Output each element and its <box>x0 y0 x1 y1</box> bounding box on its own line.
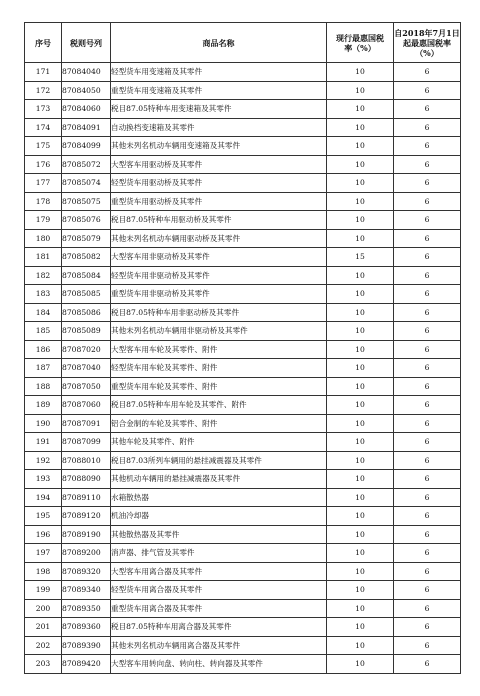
cell-new-rate: 6 <box>394 636 461 655</box>
table-row <box>25 192 461 211</box>
cell-new-rate: 6 <box>394 618 461 637</box>
cell-tariff-code: 87085074 <box>62 174 111 193</box>
cell-product-name: 轻型货车用车轮及其零件、附件 <box>111 359 327 378</box>
cell-product-name: 税目87.05特种车用离合器及其零件 <box>111 618 327 637</box>
header-current-rate <box>327 23 394 63</box>
cell-tariff-code: 87087050 <box>62 377 111 396</box>
cell-tariff-code: 87089200 <box>62 544 111 563</box>
cell-current-rate: 10 <box>327 618 394 637</box>
cell-current-rate: 10 <box>327 322 394 341</box>
cell-tariff-code: 87085076 <box>62 211 111 230</box>
cell-current-rate: 10 <box>327 377 394 396</box>
cell-new-rate: 6 <box>394 81 461 100</box>
cell-new-rate: 6 <box>394 63 461 82</box>
cell-current-rate: 10 <box>327 174 394 193</box>
cell-product-name: 重型货车用车轮及其零件、附件 <box>111 377 327 396</box>
cell-new-rate: 6 <box>394 285 461 304</box>
cell-current-rate: 10 <box>327 63 394 82</box>
cell-current-rate: 10 <box>327 266 394 285</box>
cell-tariff-code: 87087091 <box>62 414 111 433</box>
cell-tariff-code: 87085085 <box>62 285 111 304</box>
table-row <box>25 285 461 304</box>
cell-tariff-code: 87085089 <box>62 322 111 341</box>
table-row <box>25 581 461 600</box>
cell-tariff-code: 87087060 <box>62 396 111 415</box>
cell-new-rate: 6 <box>394 192 461 211</box>
cell-seq: 200 <box>25 599 62 618</box>
table-body <box>25 63 461 674</box>
table-row <box>25 266 461 285</box>
cell-new-rate: 6 <box>394 174 461 193</box>
table-row <box>25 396 461 415</box>
cell-new-rate: 6 <box>394 359 461 378</box>
table-row <box>25 414 461 433</box>
cell-seq: 190 <box>25 414 62 433</box>
header-name: 商品名称 <box>111 23 327 63</box>
cell-product-name: 其他车轮及其零件、附件 <box>111 433 327 452</box>
cell-current-rate: 10 <box>327 636 394 655</box>
header-new-rate-line-1: 自2018年7月1日 <box>394 27 460 38</box>
cell-current-rate: 10 <box>327 655 394 674</box>
cell-product-name: 税目87.05特种车用车轮及其零件、附件 <box>111 396 327 415</box>
cell-product-name: 重型货车用离合器及其零件 <box>111 599 327 618</box>
cell-product-name: 机油冷却器 <box>111 507 327 526</box>
cell-tariff-code: 87087040 <box>62 359 111 378</box>
cell-new-rate: 6 <box>394 655 461 674</box>
cell-tariff-code: 87084060 <box>62 100 111 119</box>
table-row <box>25 211 461 230</box>
cell-seq: 203 <box>25 655 62 674</box>
cell-product-name: 轻型货车用驱动桥及其零件 <box>111 174 327 193</box>
cell-tariff-code: 87087099 <box>62 433 111 452</box>
table-row <box>25 599 461 618</box>
cell-seq: 187 <box>25 359 62 378</box>
cell-product-name: 税目87.05特种车用变速箱及其零件 <box>111 100 327 119</box>
cell-seq: 178 <box>25 192 62 211</box>
cell-new-rate: 6 <box>394 562 461 581</box>
cell-product-name: 其他未列名机动车辆用离合器及其零件 <box>111 636 327 655</box>
cell-new-rate: 6 <box>394 525 461 544</box>
cell-seq: 179 <box>25 211 62 230</box>
cell-tariff-code: 87084040 <box>62 63 111 82</box>
cell-new-rate: 6 <box>394 488 461 507</box>
cell-new-rate: 6 <box>394 118 461 137</box>
table-row <box>25 525 461 544</box>
table-row <box>25 636 461 655</box>
cell-product-name: 其他未列名机动车辆用变速箱及其零件 <box>111 137 327 156</box>
cell-new-rate: 6 <box>394 433 461 452</box>
cell-tariff-code: 87089320 <box>62 562 111 581</box>
cell-current-rate: 10 <box>327 340 394 359</box>
cell-seq: 173 <box>25 100 62 119</box>
header-current-rate-line-2: 率（%） <box>344 42 376 53</box>
table-row <box>25 618 461 637</box>
cell-seq: 177 <box>25 174 62 193</box>
cell-tariff-code: 87084050 <box>62 81 111 100</box>
cell-tariff-code: 87089420 <box>62 655 111 674</box>
cell-product-name: 轻型货车用变速箱及其零件 <box>111 63 327 82</box>
cell-tariff-code: 87088010 <box>62 451 111 470</box>
cell-current-rate: 10 <box>327 100 394 119</box>
header-new-rate <box>394 23 461 63</box>
header-row <box>25 23 461 63</box>
cell-new-rate: 6 <box>394 414 461 433</box>
cell-new-rate: 6 <box>394 451 461 470</box>
cell-tariff-code: 87088090 <box>62 470 111 489</box>
cell-current-rate: 10 <box>327 581 394 600</box>
header-new-rate-line-3: （%） <box>415 47 439 58</box>
table-row <box>25 137 461 156</box>
table-row <box>25 100 461 119</box>
cell-current-rate: 10 <box>327 507 394 526</box>
cell-new-rate: 6 <box>394 599 461 618</box>
header-new-rate-line-2: 起最惠国税率 <box>403 37 451 48</box>
cell-tariff-code: 87089110 <box>62 488 111 507</box>
cell-new-rate: 6 <box>394 303 461 322</box>
cell-seq: 191 <box>25 433 62 452</box>
cell-current-rate: 10 <box>327 525 394 544</box>
table-row <box>25 174 461 193</box>
cell-tariff-code: 87089350 <box>62 599 111 618</box>
table-row <box>25 340 461 359</box>
cell-tariff-code: 87085075 <box>62 192 111 211</box>
table-row <box>25 359 461 378</box>
cell-seq: 186 <box>25 340 62 359</box>
table-row <box>25 433 461 452</box>
table-row <box>25 229 461 248</box>
cell-current-rate: 10 <box>327 229 394 248</box>
cell-product-name: 大型客车用车轮及其零件、附件 <box>111 340 327 359</box>
cell-seq: 192 <box>25 451 62 470</box>
cell-product-name: 水箱散热器 <box>111 488 327 507</box>
header-current-rate-line-1: 现行最惠国税 <box>336 32 384 43</box>
cell-product-name: 税目87.05特种车用非驱动桥及其零件 <box>111 303 327 322</box>
cell-product-name: 自动换档变速箱及其零件 <box>111 118 327 137</box>
cell-current-rate: 10 <box>327 433 394 452</box>
cell-seq: 188 <box>25 377 62 396</box>
cell-seq: 183 <box>25 285 62 304</box>
cell-new-rate: 6 <box>394 248 461 267</box>
cell-seq: 198 <box>25 562 62 581</box>
cell-product-name: 大型客车用驱动桥及其零件 <box>111 155 327 174</box>
cell-tariff-code: 87089120 <box>62 507 111 526</box>
table-row <box>25 470 461 489</box>
table-row <box>25 248 461 267</box>
cell-seq: 175 <box>25 137 62 156</box>
cell-current-rate: 10 <box>327 303 394 322</box>
cell-seq: 201 <box>25 618 62 637</box>
cell-tariff-code: 87087020 <box>62 340 111 359</box>
cell-seq: 180 <box>25 229 62 248</box>
table-row <box>25 118 461 137</box>
cell-seq: 181 <box>25 248 62 267</box>
cell-seq: 202 <box>25 636 62 655</box>
cell-new-rate: 6 <box>394 322 461 341</box>
cell-tariff-code: 87085086 <box>62 303 111 322</box>
cell-product-name: 轻型货车用非驱动桥及其零件 <box>111 266 327 285</box>
cell-tariff-code: 87089190 <box>62 525 111 544</box>
cell-product-name: 大型客车用转向盘、转向柱、转向器及其零件 <box>111 655 327 674</box>
tariff-table <box>24 22 461 674</box>
header-code: 税则号列 <box>62 23 111 63</box>
cell-product-name: 大型客车用离合器及其零件 <box>111 562 327 581</box>
table-row <box>25 562 461 581</box>
cell-current-rate: 10 <box>327 451 394 470</box>
cell-seq: 174 <box>25 118 62 137</box>
cell-seq: 184 <box>25 303 62 322</box>
cell-tariff-code: 87085084 <box>62 266 111 285</box>
cell-tariff-code: 87089340 <box>62 581 111 600</box>
cell-new-rate: 6 <box>394 340 461 359</box>
cell-current-rate: 10 <box>327 599 394 618</box>
cell-product-name: 其他未列名机动车辆用非驱动桥及其零件 <box>111 322 327 341</box>
cell-new-rate: 6 <box>394 581 461 600</box>
cell-tariff-code: 87085072 <box>62 155 111 174</box>
cell-current-rate: 10 <box>327 211 394 230</box>
cell-seq: 171 <box>25 63 62 82</box>
cell-seq: 182 <box>25 266 62 285</box>
cell-tariff-code: 87089390 <box>62 636 111 655</box>
cell-current-rate: 10 <box>327 81 394 100</box>
cell-product-name: 税目87.03所列车辆用的悬挂减震器及其零件 <box>111 451 327 470</box>
table-row <box>25 377 461 396</box>
cell-seq: 185 <box>25 322 62 341</box>
header-seq: 序号 <box>25 23 62 63</box>
table-row <box>25 488 461 507</box>
cell-product-name: 消声器、排气管及其零件 <box>111 544 327 563</box>
cell-seq: 189 <box>25 396 62 415</box>
cell-product-name: 重型货车用非驱动桥及其零件 <box>111 285 327 304</box>
cell-seq: 194 <box>25 488 62 507</box>
cell-new-rate: 6 <box>394 396 461 415</box>
cell-new-rate: 6 <box>394 155 461 174</box>
cell-product-name: 其他未列名机动车辆用驱动桥及其零件 <box>111 229 327 248</box>
cell-tariff-code: 87084099 <box>62 137 111 156</box>
cell-current-rate: 10 <box>327 470 394 489</box>
cell-new-rate: 6 <box>394 229 461 248</box>
cell-tariff-code: 87089360 <box>62 618 111 637</box>
table-row <box>25 81 461 100</box>
cell-product-name: 税目87.05特种车用驱动桥及其零件 <box>111 211 327 230</box>
cell-current-rate: 10 <box>327 488 394 507</box>
cell-current-rate: 10 <box>327 562 394 581</box>
cell-product-name: 重型货车用变速箱及其零件 <box>111 81 327 100</box>
cell-new-rate: 6 <box>394 470 461 489</box>
cell-current-rate: 10 <box>327 414 394 433</box>
table-row <box>25 451 461 470</box>
cell-seq: 176 <box>25 155 62 174</box>
cell-current-rate: 10 <box>327 396 394 415</box>
cell-new-rate: 6 <box>394 100 461 119</box>
cell-seq: 195 <box>25 507 62 526</box>
cell-new-rate: 6 <box>394 266 461 285</box>
table-row <box>25 655 461 674</box>
cell-current-rate: 10 <box>327 155 394 174</box>
cell-new-rate: 6 <box>394 377 461 396</box>
cell-product-name: 其他机动车辆用的悬挂减震器及其零件 <box>111 470 327 489</box>
cell-current-rate: 10 <box>327 359 394 378</box>
cell-tariff-code: 87085082 <box>62 248 111 267</box>
cell-current-rate: 15 <box>327 248 394 267</box>
cell-tariff-code: 87084091 <box>62 118 111 137</box>
cell-seq: 172 <box>25 81 62 100</box>
cell-seq: 193 <box>25 470 62 489</box>
cell-product-name: 重型货车用驱动桥及其零件 <box>111 192 327 211</box>
cell-seq: 196 <box>25 525 62 544</box>
cell-current-rate: 10 <box>327 137 394 156</box>
cell-seq: 199 <box>25 581 62 600</box>
cell-new-rate: 6 <box>394 137 461 156</box>
cell-current-rate: 10 <box>327 118 394 137</box>
cell-product-name: 铝合金制的车轮及其零件、附件 <box>111 414 327 433</box>
cell-new-rate: 6 <box>394 211 461 230</box>
cell-current-rate: 10 <box>327 192 394 211</box>
table-row <box>25 507 461 526</box>
cell-seq: 197 <box>25 544 62 563</box>
cell-tariff-code: 87085079 <box>62 229 111 248</box>
table-row <box>25 155 461 174</box>
cell-new-rate: 6 <box>394 544 461 563</box>
table-row <box>25 63 461 82</box>
cell-new-rate: 6 <box>394 507 461 526</box>
table-row <box>25 303 461 322</box>
cell-product-name: 轻型货车用离合器及其零件 <box>111 581 327 600</box>
table-row <box>25 322 461 341</box>
table-header <box>25 23 461 63</box>
cell-current-rate: 10 <box>327 544 394 563</box>
cell-product-name: 其他散热器及其零件 <box>111 525 327 544</box>
table-row <box>25 544 461 563</box>
cell-current-rate: 10 <box>327 285 394 304</box>
cell-product-name: 大型客车用非驱动桥及其零件 <box>111 248 327 267</box>
